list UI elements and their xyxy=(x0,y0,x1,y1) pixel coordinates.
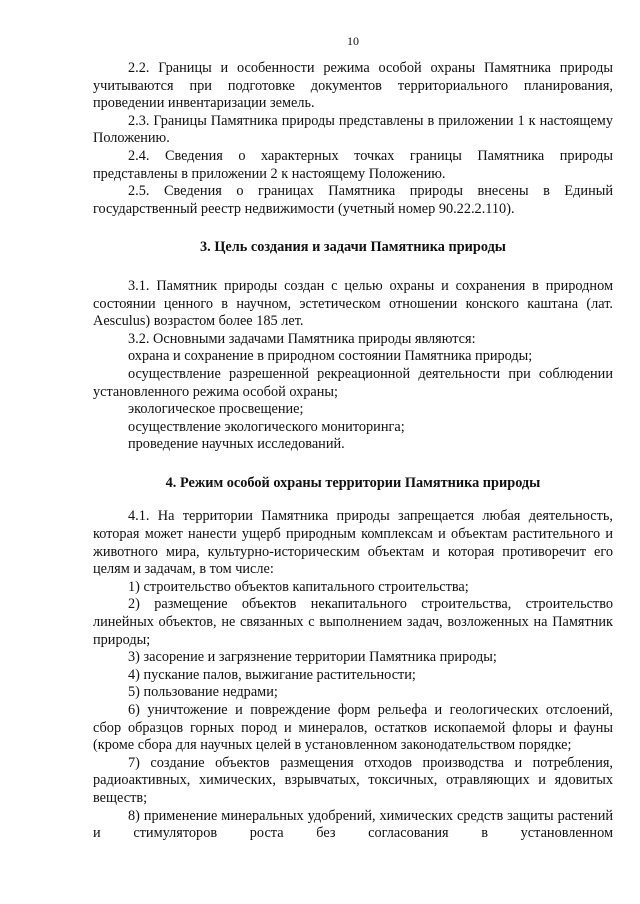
task-item: проведение научных исследований. xyxy=(128,436,345,453)
paragraph-3-2: 3.2. Основными задачами Памятника природы являются: xyxy=(128,330,476,347)
document-page xyxy=(93,32,613,843)
prohibition-item: 2) размещение объектов некапитального строительства, строительство линейных объектов, не связанных с выполнением задач, возложенных на Памятник природы; xyxy=(93,596,613,648)
page-number: 10 xyxy=(347,34,359,48)
paragraph-2-4: 2.4. Сведения о характерных точках границы Памятника природы представлены в приложении 2 к настоящему Положению. xyxy=(93,147,613,182)
prohibition-item: 4) пускание палов, выжигание растительности; xyxy=(128,666,416,683)
paragraph-2-3: 2.3. Границы Памятника природы представлены в приложении 1 к настоящему Положению. xyxy=(93,112,613,147)
paragraph-2-5: 2.5. Сведения о границах Памятника природы внесены в Единый государственный реестр недвижимости (учетный номер 90.22.2.110). xyxy=(93,183,613,217)
task-item: охрана и сохранение в природном состоянии Памятника природы; xyxy=(128,348,533,365)
paragraph-2-2: 2.2. Границы и особенности режима особой охраны Памятника природы учитываются при подготовке документов территориального планирования, проведении инвентаризации земель. xyxy=(93,60,613,112)
paragraph-4-1: 4.1. На территории Памятника природы запрещается любая деятельность, которая может нанести ущерб природным комплексам и объектам растительного и животного мира, культурно-историческим объектам и которая противоречит его целям и задачам, в том числе: xyxy=(93,508,613,578)
prohibition-item: 6) уничтожение и повреждение форм рельефа и геологических отслоений, сбор образцов горных пород и минералов, остатков ископаемой флоры и фауны (кроме сбора для научных целей в установленном законодательством порядке; xyxy=(93,702,613,754)
prohibition-item: 3) засорение и загрязнение территории Памятника природы; xyxy=(128,649,497,666)
paragraph-3-1: 3.1. Памятник природы создан с целью охраны и сохранения в природном состоянии ценного в научном, эстетическом отношении конского каштана (лат. Aesculus) возрастом более 185 лет. xyxy=(93,277,613,330)
prohibition-item: 1) строительство объектов капитального строительства; xyxy=(128,578,469,595)
task-item: осуществление разрешенной рекреационной деятельности при соблюдении установленного режима особой охраны; xyxy=(93,365,613,400)
section-4-heading: 4. Режим особой охраны территории Памятника природы xyxy=(165,474,541,491)
prohibition-item: 5) пользование недрами; xyxy=(128,684,278,701)
section-3-heading: 3. Цель создания и задачи Памятника природы xyxy=(200,239,506,256)
prohibition-item: 7) создание объектов размещения отходов производства и потребления, радиоактивных, химических, взрывчатых, токсичных, отравляющих и ядовитых веществ; xyxy=(93,754,613,806)
task-item: осуществление экологического мониторинга; xyxy=(128,418,405,435)
task-item: экологическое просвещение; xyxy=(128,401,304,418)
prohibition-item: 8) применение минеральных удобрений, химических средств защиты растений и стимуляторов роста без согласования в установленном xyxy=(93,807,613,842)
